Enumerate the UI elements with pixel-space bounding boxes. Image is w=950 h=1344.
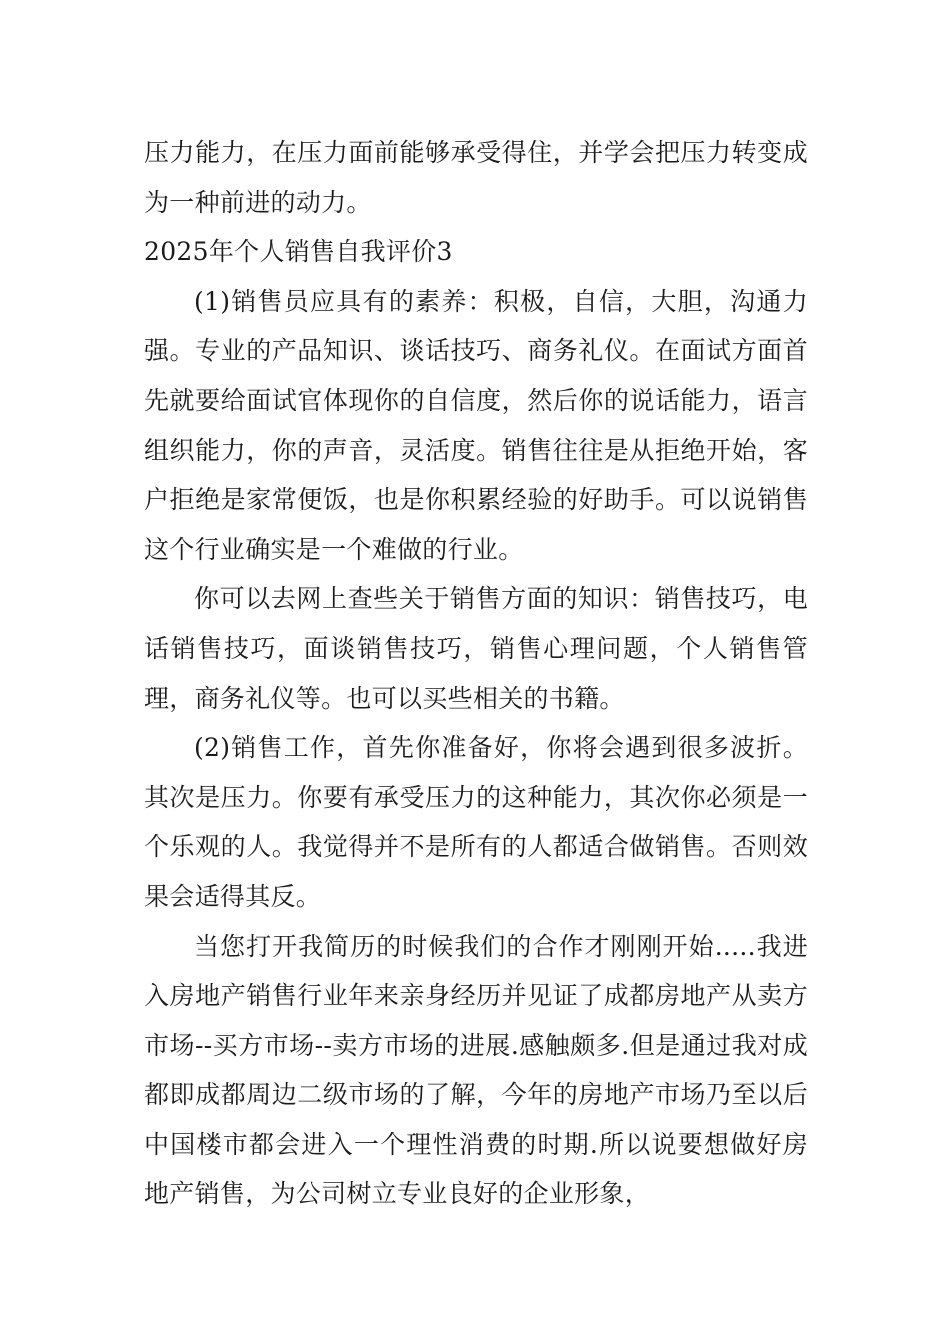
document-body xyxy=(144,128,808,1219)
section-title: 2025年个人销售自我评价3 xyxy=(144,237,453,267)
paragraph-3: (2)销售工作，首先你准备好，你将会遇到很多波折。其次是压力。你要有承受压力的这种能力，其次你必须是一个乐观的人。我觉得并不是所有的人都适合做销售。否则效果会适得其反。 xyxy=(144,733,808,911)
paragraph-4: 当您打开我简历的时候我们的合作才刚刚开始.....我进入房地产销售行业年来亲身经历并见证了成都房地产从卖方市场--买方市场--卖方市场的进展.感触颇多.但是通过我对成都即成都周边二级市场的了解，今年的房地产市场乃至以后中国楼市都会进入一个理性消费的时期.所以说要想做好房地产销售，为公司树立专业良好的企业形象， xyxy=(144,931,808,1209)
paragraph-1: (1)销售员应具有的素养：积极，自信，大胆，沟通力强。专业的产品知识、谈话技巧、商务礼仪。在面试方面首先就要给面试官体现你的自信度，然后你的说话能力，语言组织能力，你的声音，灵活度。销售往往是从拒绝开始，客户拒绝是家常便饭，也是你积累经验的好助手。可以说销售这个行业确实是一个难做的行业。 xyxy=(144,286,808,564)
paragraph-2: 你可以去网上查些关于销售方面的知识：销售技巧，电话销售技巧，面谈销售技巧，销售心理问题，个人销售管理，商务礼仪等。也可以买些相关的书籍。 xyxy=(144,584,808,713)
continuation-paragraph: 压力能力，在压力面前能够承受得住，并学会把压力转变成为一种前进的动力。 xyxy=(144,138,808,217)
